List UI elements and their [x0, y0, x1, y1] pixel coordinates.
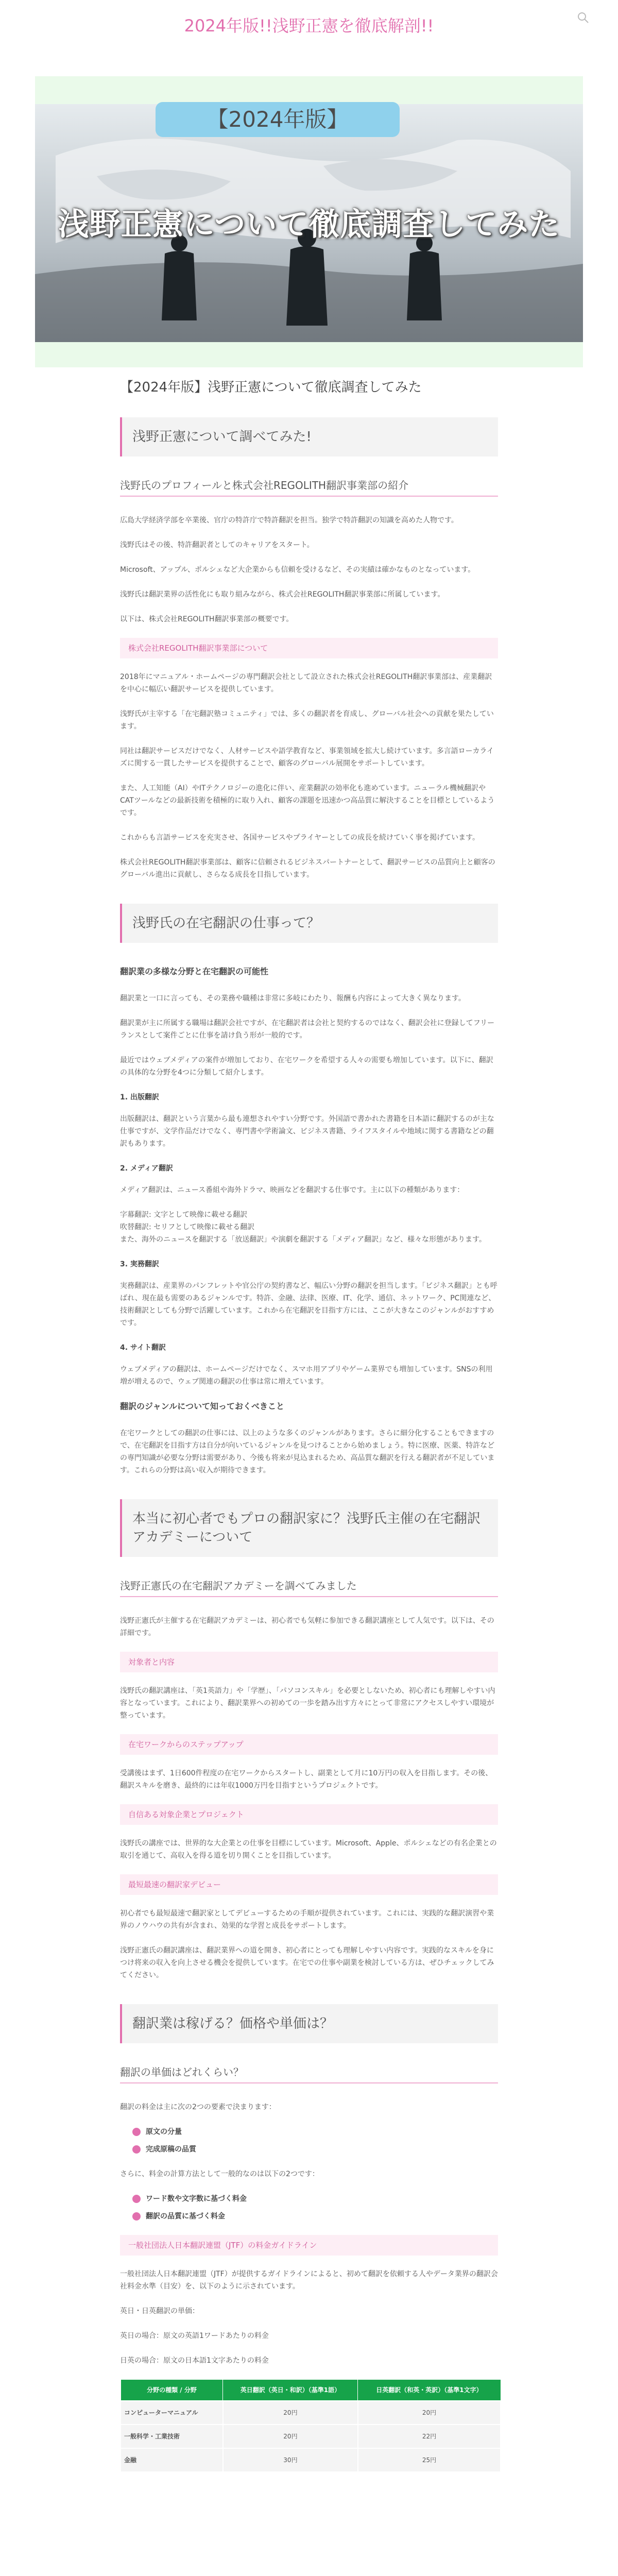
bullet-dot-icon: [132, 2145, 141, 2154]
site-title[interactable]: 2024年版!!浅野正憲を徹底解剖!!: [184, 16, 434, 36]
paragraph: ウェブメディアの翻訳は、ホームページだけでなく、スマホ用アプリやゲーム業界でも増加しています。SNSの利用増が増えるので、ウェブ関連の翻訳の仕事は常に増えています。: [120, 1365, 493, 1386]
paragraph: Microsoft、アップル、ポルシェなど大企業からも信頼を受けるなど、その実績は確かなものとなっています。: [120, 566, 475, 574]
paragraph: 浅野正憲氏が主催する在宅翻訳アカデミーは、初心者でも気軽に参加できる翻訳講座として人気です。以下は、その詳細です。: [120, 1617, 494, 1637]
table-header: 分野の種類 / 分野: [121, 2380, 223, 2401]
minor-heading: 一般社団法人日本翻訳連盟（JTF）の料金ガイドライン: [120, 2235, 498, 2256]
list-item: 英日の場合：原文の英語1ワードあたりの料金: [120, 2332, 269, 2340]
list-item: 完成原稿の品質: [132, 2143, 498, 2156]
paragraph: 一般社団法人日本翻訳連盟（JTF）が提供するガイドラインによると、初めて翻訳を依頼する人やデータ業界の翻訳会社料金水準（目安）を、以下のように示されています。: [120, 2270, 498, 2291]
paragraph: また、海外のニュースを翻訳する「放送翻訳」や演劇を翻訳する「メディア翻訳」など、様々な形態があります。: [120, 1235, 487, 1244]
post-title: 【2024年版】浅野正憲について徹底調査してみた: [120, 380, 422, 395]
paragraph: 出版翻訳は、翻訳という言葉から最も連想されやすい分野です。外国語で書かれた書籍を日本語に翻訳するのが主な仕事ですが、文学作品だけでなく、専門書や学術論文、ビジネス書籍、ライフスタイルや地域に関する書籍などの翻訳もあります。: [120, 1115, 494, 1148]
paragraph: 以下は、株式会社REGOLITH翻訳事業部の概要です。: [120, 615, 294, 623]
paragraph: 同社は翻訳サービスだけでなく、人材サービスや語学教育など、事業領域を拡大し続けています。多言語ローカライズに関する一貫したサービスを提供することで、顧客のグローバル展開をサポートしています。: [120, 747, 494, 768]
paragraph: 浅野氏はその後、特許翻訳者としてのキャリアをスタート。: [120, 541, 314, 549]
table-cell: コンピューターマニュアル: [121, 2401, 223, 2425]
section-heading: 翻訳業は稼げる？価格や単価は？: [120, 2004, 498, 2043]
list-item: 日英の場合：原文の日本語1文字あたりの料金: [120, 2357, 269, 2365]
table-header: 日英翻訳（和英・英訳）（基準1文字）: [358, 2380, 501, 2401]
list-item: ワード数や文字数に基づく料金: [132, 2193, 498, 2205]
hero-badge: 【2024年版】: [156, 102, 400, 137]
paragraph: 広島大学経済学部を卒業後、官庁の特許庁で特許翻訳を担当。独学で特許翻訳の知識を高めた人物です。: [120, 516, 458, 524]
table-header-row: [121, 2380, 501, 2401]
section-heading: 浅野正憲について調べてみた!: [120, 417, 498, 456]
paragraph: また、人工知能（AI）やITテクノロジーの進化に伴い、産業翻訳の効率化も進めています。ニューラル機械翻訳やCATツールなどの最新技術を積極的に取り入れ、顧客の課題を迅速かつ高品質に解決することを目標としているようです。: [120, 784, 495, 817]
paragraph: 英日・日英翻訳の単価：: [120, 2307, 199, 2315]
bullet-dot-icon: [132, 2195, 141, 2203]
table-cell: 20円: [223, 2425, 358, 2448]
paragraph: 浅野正憲氏の翻訳講座は、翻訳業界への道を開き、初心者にとっても理解しやすい内容です。実践的なスキルを身につけ将来の収入を向上させる機会を提供しています。在宅での仕事や副業を検討している方は、ぜひチェックしてみてください。: [120, 1946, 494, 1979]
table-row: [121, 2425, 501, 2448]
paragraph: 実務翻訳は、産業界のパンフレットや官公庁の契約書など、幅広い分野の翻訳を担当します。「ビジネス翻訳」とも呼ばれ、現在最も需要のあるジャンルです。特許、金融、法律、医療、IT、化学、通信、ネットワーク、PC関連など、技術翻訳としても分野で活躍しています。これから在宅翻訳を目指す方には、ここが大きなこのジャンルがおすすめです。: [120, 1282, 497, 1327]
subsection-heading: 浅野氏のプロフィールと株式会社REGOLITH翻訳事業部の紹介: [120, 479, 498, 497]
table-cell: 金融: [121, 2448, 223, 2472]
paragraph: 受講後はまず、1日600件程度の在宅ワークからスタートし、副業として月に10万円の収入を目指します。その後、翻訳スキルを磨き、最終的には年収1000万円を目指すというプロジェクトです。: [120, 1769, 493, 1790]
minor-heading: 株式会社REGOLITH翻訳事業部について: [120, 638, 498, 658]
minor-heading: 最短最速の翻訳家デビュー: [120, 1874, 498, 1895]
bullet-dot-icon: [132, 2212, 141, 2221]
paragraph: 浅野氏は翻訳業界の活性化にも取り組みながら、株式会社REGOLITH翻訳事業部に所属しています。: [120, 590, 445, 599]
paragraph: 浅野氏の講座では、世界的な大企業との仕事を目標にしています。Microsoft、Apple、ポルシェなどの有名企業との取引を通じて、高収入を得る道を切り開くことを目指しています。: [120, 1839, 497, 1860]
numbered-heading: 3. 実務翻訳: [120, 1260, 159, 1268]
article-body: [120, 378, 498, 2472]
paragraph: 在宅ワークとしての翻訳の仕事には、以上のような多くのジャンルがあります。さらに細分化することもできますので、在宅翻訳を目指す方は自分が向いているジャンルを見つけることから始めましょう。特に医療、医薬、特許などの専門知識が必要な分野は需要があり、今後も将来が見込まれるため、高品質な翻訳を行える翻訳者が不足しています。これらの分野は高い収入が期待できます。: [120, 1429, 495, 1475]
numbered-heading: 2. メディア翻訳: [120, 1164, 173, 1173]
table-header: 英日翻訳（英日・和訳）（基準1語）: [223, 2380, 358, 2401]
fee-table: [120, 2379, 501, 2472]
paragraph: 初心者でも最短最速で翻訳家としてデビューするための手順が提供されています。これには、実践的な翻訳演習や業界のノウハウの共有が含まれ、効果的な学習と成長をサポートします。: [120, 1909, 494, 1930]
table-cell: 25円: [358, 2448, 501, 2472]
paragraph: 浅野氏が主宰する「在宅翻訳塾コミュニティ」では、多くの翻訳者を育成し、グローバル社会への貢献を果たしています。: [120, 710, 494, 731]
paragraph: 字幕翻訳: 文字として映像に載せる翻訳: [120, 1211, 248, 1219]
paragraph: 2018年にマニュアル・ホームページの専門翻訳会社として設立された株式会社REGOLITH翻訳事業部は、産業翻訳を中心に幅広い翻訳サービスを提供しています。: [120, 673, 492, 693]
table-cell: 20円: [358, 2401, 501, 2425]
hero-title: 浅野正憲について徹底調査してみた: [58, 207, 560, 243]
paragraph: 翻訳業と一口に言っても、その業務や職種は非常に多岐にわたり、報酬も内容によって大きく異なります。: [120, 994, 466, 1003]
minor-heading: 自信ある対象企業とプロジェクト: [120, 1804, 498, 1825]
paragraph: 翻訳業が主に所属する職場は翻訳会社ですが、在宅翻訳者は会社と契約するのではなく、翻訳会社に登録してフリーランスとして案件ごとに仕事を請け負う形が一般的です。: [120, 1019, 495, 1040]
search-icon[interactable]: [576, 10, 590, 25]
table-cell: 20円: [223, 2401, 358, 2425]
minor-heading: 対象者と内容: [120, 1652, 498, 1672]
section-heading: 本当に初心者でもプロの翻訳家に？浅野氏主催の在宅翻訳アカデミーについて: [120, 1499, 498, 1557]
paragraph: 浅野氏の翻訳講座は、「英1英語力」や「学歴」、「パソコンスキル」を必要としないため、初心者にも理解しやすい内容となっています。これにより、翻訳業界への初めての一歩を踏み出す方々にとって非常にアクセスしやすい環境が整っています。: [120, 1687, 495, 1720]
numbered-heading: 1. 出版翻訳: [120, 1093, 159, 1101]
minor-heading: 在宅ワークからのステップアップ: [120, 1734, 498, 1755]
bullet-dot-icon: [132, 2128, 141, 2136]
table-cell: 22円: [358, 2425, 501, 2448]
table-row: [121, 2448, 501, 2472]
paragraph: さらに、料金の計算方法として一般的なのは以下の2つです：: [120, 2170, 319, 2178]
section-heading: 浅野氏の在宅翻訳の仕事って？: [120, 904, 498, 943]
bold-subheading: 翻訳のジャンルについて知っておくべきこと: [120, 1401, 284, 1411]
list-item: 翻訳の品質に基づく料金: [132, 2210, 498, 2223]
paragraph: 吹替翻訳: セリフとして映像に載せる翻訳: [120, 1223, 255, 1231]
subsection-heading: 浅野正憲氏の在宅翻訳アカデミーを調べてみました: [120, 1580, 498, 1597]
bold-subheading: 翻訳業の多様な分野と在宅翻訳の可能性: [120, 967, 269, 976]
paragraph: 翻訳の料金は主に次の2つの要素で決まります：: [120, 2103, 276, 2111]
table-cell: 一般科学・工業技術: [121, 2425, 223, 2448]
paragraph: メディア翻訳は、ニュース番組や海外ドラマ、映画などを翻訳する仕事です。主に以下の種類があります：: [120, 1186, 465, 1194]
list-item: 原文の分量: [132, 2126, 498, 2138]
numbered-heading: 4. サイト翻訳: [120, 1344, 166, 1352]
subsection-heading: 翻訳の単価はどれくらい？: [120, 2066, 498, 2083]
table-row: [121, 2401, 501, 2425]
paragraph: これからも言語サービスを充実させ、各国サービスやプライヤーとしての成長を続けていく事を掲げています。: [120, 834, 480, 842]
table-cell: 30円: [223, 2448, 358, 2472]
paragraph: 株式会社REGOLITH翻訳事業部は、顧客に信頼されるビジネスパートナーとして、翻訳サービスの品質向上と顧客のグローバル進出に貢献し、さらなる成長を目指しています。: [120, 858, 495, 879]
paragraph: 最近ではウェブメディアの案件が増加しており、在宅ワークを希望する人々の需要も増加しています。以下に、翻訳の具体的な分野を4つに分類して紹介します。: [120, 1056, 493, 1077]
